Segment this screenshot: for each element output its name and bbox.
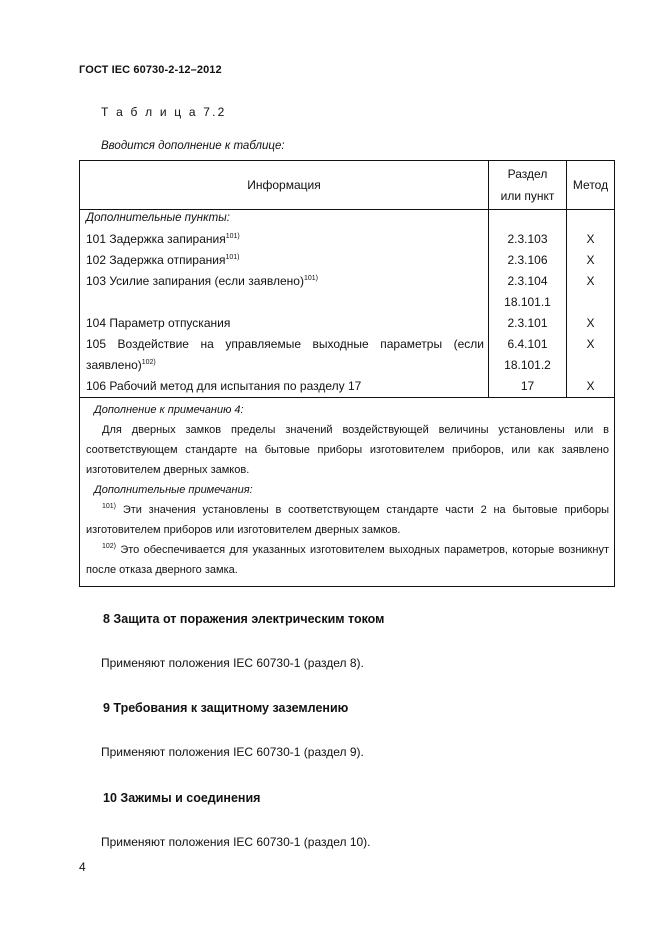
row-info: 104 Параметр отпускания	[86, 316, 231, 330]
section-text-10: Применяют положения IEC 60730-1 (раздел 10).	[101, 835, 371, 849]
col-header-section	[489, 161, 567, 210]
table-row	[80, 376, 615, 398]
col-header-section-line1: Раздел	[507, 167, 548, 181]
row-method: X	[567, 313, 615, 334]
col-header-method: Метод	[567, 161, 615, 210]
table-header-row	[80, 161, 615, 210]
table-row	[80, 250, 615, 271]
col-header-info: Информация	[80, 161, 489, 210]
info-table	[79, 160, 615, 587]
table-caption: Т а б л и ц а 7.2	[101, 105, 227, 119]
table-row	[80, 292, 615, 313]
footnote-101-text: Эти значения установлены в соответствующем стандарте части 2 на бытовые приборы изготовителем приборов или изготовителем дверных замков.	[86, 504, 610, 536]
table-notes	[80, 398, 615, 587]
footnote-102	[86, 540, 609, 580]
row-info: 106 Рабочий метод для испытания по разделу 17	[86, 379, 362, 393]
row-info: 105 Воздействие на управляемые выходные параметры (если	[86, 337, 484, 351]
table-row	[80, 229, 615, 250]
row-section: 18.101.2	[489, 355, 567, 376]
table-row	[80, 271, 615, 292]
row-section: 2.3.104	[489, 271, 567, 292]
row-section: 6.4.101	[489, 334, 567, 355]
table-subheading-row	[80, 210, 615, 230]
row-method: X	[567, 376, 615, 398]
table-row	[80, 313, 615, 334]
table-subheading: Дополнительные пункты:	[80, 210, 489, 230]
row-section: 2.3.106	[489, 250, 567, 271]
table-row	[80, 334, 615, 355]
document-header: ГОСТ IEC 60730-2-12–2012	[79, 64, 222, 76]
footnote-ref: 101)	[225, 233, 240, 240]
footnote-102-mark: 102)	[102, 543, 117, 550]
footnote-ref: 101)	[303, 275, 318, 282]
table-row	[80, 355, 615, 376]
footnote-101	[86, 500, 609, 540]
row-method: X	[567, 271, 615, 292]
footnote-101-mark: 101)	[102, 503, 117, 510]
note4-title: Дополнение к примечанию 4:	[94, 404, 244, 416]
table-notes-row	[80, 398, 615, 587]
section-text-8: Применяют положения IEC 60730-1 (раздел 8).	[101, 656, 364, 670]
row-section: 2.3.101	[489, 313, 567, 334]
section-title-9: 9 Требования к защитному заземлению	[103, 701, 349, 715]
col-header-section-line2: или пункт	[500, 189, 555, 203]
row-section: 18.101.1	[489, 292, 567, 313]
footnote-ref: 101)	[225, 254, 240, 261]
section-title-8: 8 Защита от поражения электрическим током	[103, 612, 385, 626]
row-method	[567, 355, 615, 376]
row-method: X	[567, 250, 615, 271]
table-intro: Вводится дополнение к таблице:	[101, 140, 285, 152]
row-info: 103 Усилие запирания (если заявлено)	[86, 274, 304, 288]
row-method: X	[567, 334, 615, 355]
row-method: X	[567, 229, 615, 250]
section-text-9: Применяют положения IEC 60730-1 (раздел 9).	[101, 745, 364, 759]
row-info: 102 Задержка отпирания	[86, 253, 226, 267]
extra-notes-title: Дополнительные примечания:	[94, 484, 253, 496]
note4-text: Для дверных замков пределы значений воздействующей величины установлены или в соответствующем стандарте на бытовые приборы изготовителем приборов, или как заявлено изготовителем дверных замков.	[86, 424, 609, 476]
row-info: заявлено)	[86, 358, 142, 372]
row-section: 2.3.103	[489, 229, 567, 250]
footnote-102-text: Это обеспечивается для указанных изготовителем выходных параметров, которые возникнут после отказа дверного замка.	[86, 544, 609, 576]
row-section: 17	[489, 376, 567, 398]
row-info: 101 Задержка запирания	[86, 232, 226, 246]
page-number: 4	[79, 860, 86, 874]
section-title-10: 10 Зажимы и соединения	[103, 791, 261, 805]
footnote-ref: 102)	[141, 359, 156, 366]
row-method	[567, 292, 615, 313]
